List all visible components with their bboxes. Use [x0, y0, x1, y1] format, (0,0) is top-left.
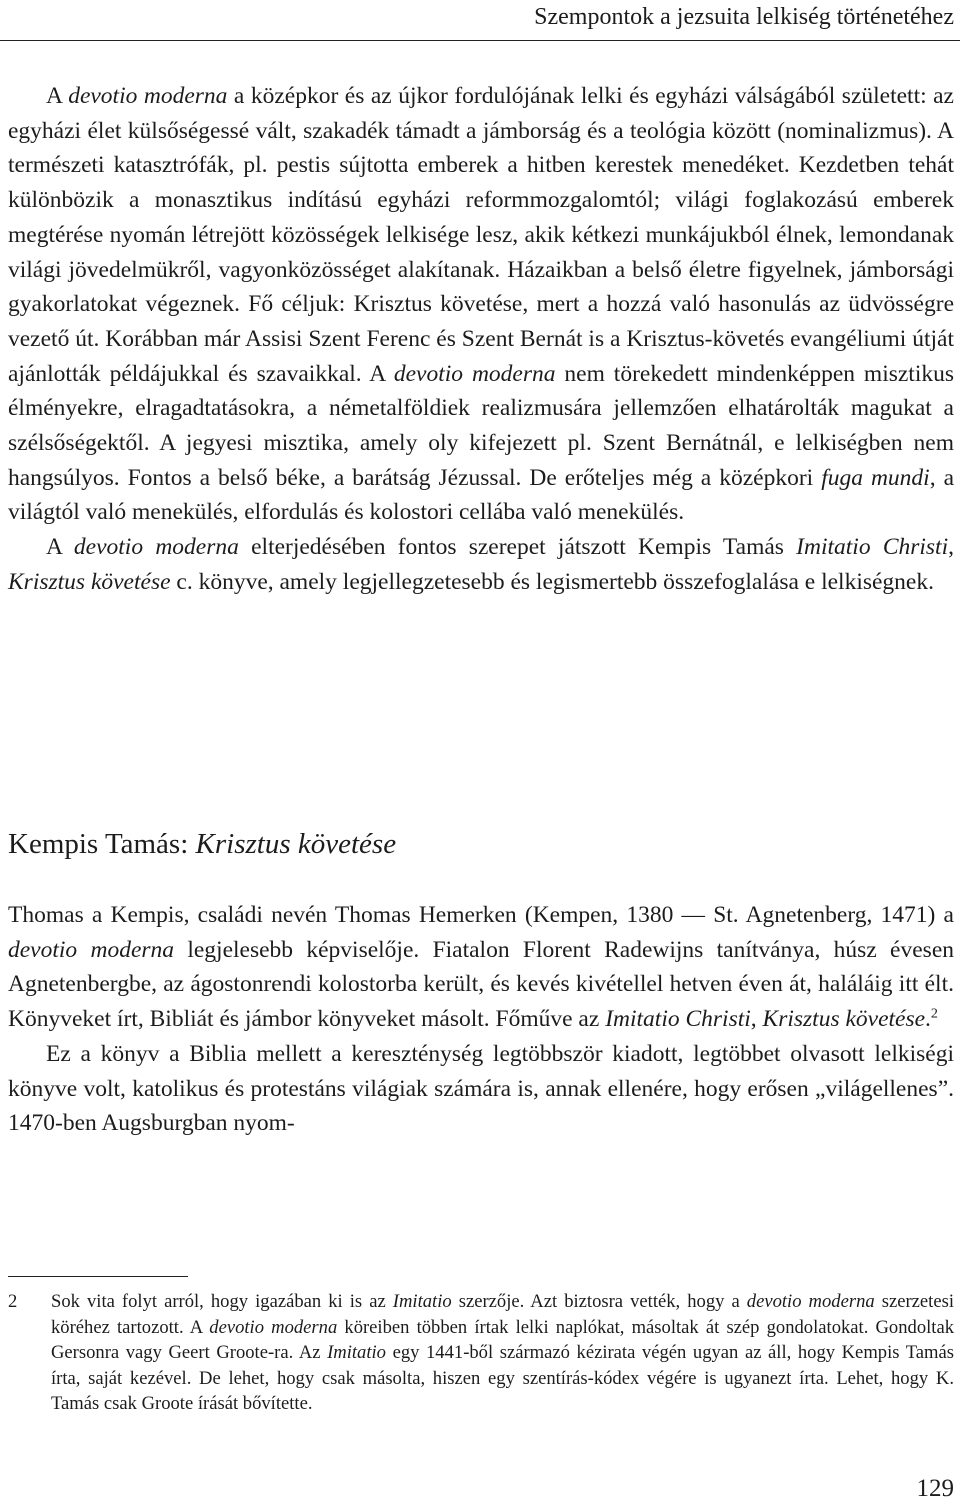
- paragraph: A devotio moderna elterjedésében fontos szerepet játszott Kempis Tamás Imitatio Christi, Krisztus követése c. könyve, amely legjellegzetesebb és legismertebb összefoglalása e lelkiségnek.: [8, 534, 954, 595]
- section-heading: Kempis Tamás: Krisztus követése: [8, 828, 397, 860]
- page-number: 129: [916, 1475, 954, 1502]
- header-rule: [0, 40, 960, 41]
- footnote-rule: [8, 1276, 188, 1277]
- running-header: Szempontok a jezsuita lelkiség történetéhez: [534, 4, 954, 30]
- paragraph: Thomas a Kempis, családi nevén Thomas Hemerken (Kempen, 1380 — St. Agnetenberg, 1471) a devotio moderna legjelesebb képviselője. Fiatalon Florent Radewijns tanítványa, húsz évesen Agnetenbergbe, az ágostonrendi kolostorba került, és kevés kivétellel hetven éven át, haláláig itt élt. Könyveket írt, Bibliát és jámbor könyveket másolt. Főműve az Imitatio Christi, Krisztus követése.$^2$: [8, 902, 954, 1033]
- paragraph: Ez a könyv a Biblia mellett a kereszténység legtöbbször kiadott, legtöbbet olvasott lelkiségi könyve volt, katolikus és protestáns világiak számára is, annak ellenére, hogy erősen „világellenes”. 1470-ben Augsburgban nyom-: [8, 1040, 954, 1137]
- footnote: [8, 1289, 954, 1417]
- footnote-text: Sok vita folyt arról, hogy igazában ki is az Imitatio szerzője. Azt biztosra vették, hogy a devotio moderna szerzetesi köréhez tartozott. A devotio moderna köreiben többen írtak lelki naplókat, másoltak át szép gondolatokat. Gondoltak Gersonra vagy Geert Groote-ra. Az Imitatio egy 1441-ből származó kézirata végén ugyan az áll, hogy Kempis Tamás írta, saját kezével. De lehet, hogy csak másolta, hiszen egy szentírás-kódex végére is ugyanezt írta. Lehet, hogy K. Tamás csak Groote írását bővítette.: [51, 1291, 954, 1415]
- footnote-marker[interactable]: 2: [930, 1005, 938, 1022]
- section-text: [8, 898, 954, 1141]
- footnote-number: 2: [8, 1291, 18, 1312]
- intro-text: [8, 79, 954, 600]
- paragraph: A devotio moderna a középkor és az újkor fordulójának lelki és egyházi válságából született: az egyházi élet külsőségessé vált, szakadék támadt a jámborság és a teológia között (nominalizmus). A természeti katasztrófák, pl. pestis sújtotta emberek a hitben kerestek menedéket. Kezdetben tehát különbözik a monasztikus indítású egyházi reformmozgalomtól; világi foglakozású emberek megtérése nyomán létrejött közösségek lelkisége lesz, akik kétkezi munkájukból élnek, lemondanak világi jövedelmükről, vagyonközösséget alakítanak. Házaikban a belső életre figyelnek, jámborsági gyakorlatokat végeznek. Fő céljuk: Krisztus követése, mert a hozzá való hasonulás az üdvösségre vezető út. Korábban már Assisi Szent Ferenc és Szent Bernát is a Krisztus-követés evangéliumi útját ajánlották példájukkal és szavaikkal. A devotio moderna nem törekedett mindenképpen misztikus élményekre, elragadtatásokra, a németalföldiek realizmusára jellemzően elhatárolták magukat a szélsőségektől. A jegyesi misztika, amely oly kifejezett pl. Szent Bernátnál, e lelkiségben nem hangsúlyos. Fontos a belső béke, a barátság Jézussal. De erőteljes még a középkori fuga mundi, a világtól való menekülés, elfordulás és kolostori cellába való menekülés.: [8, 83, 955, 526]
